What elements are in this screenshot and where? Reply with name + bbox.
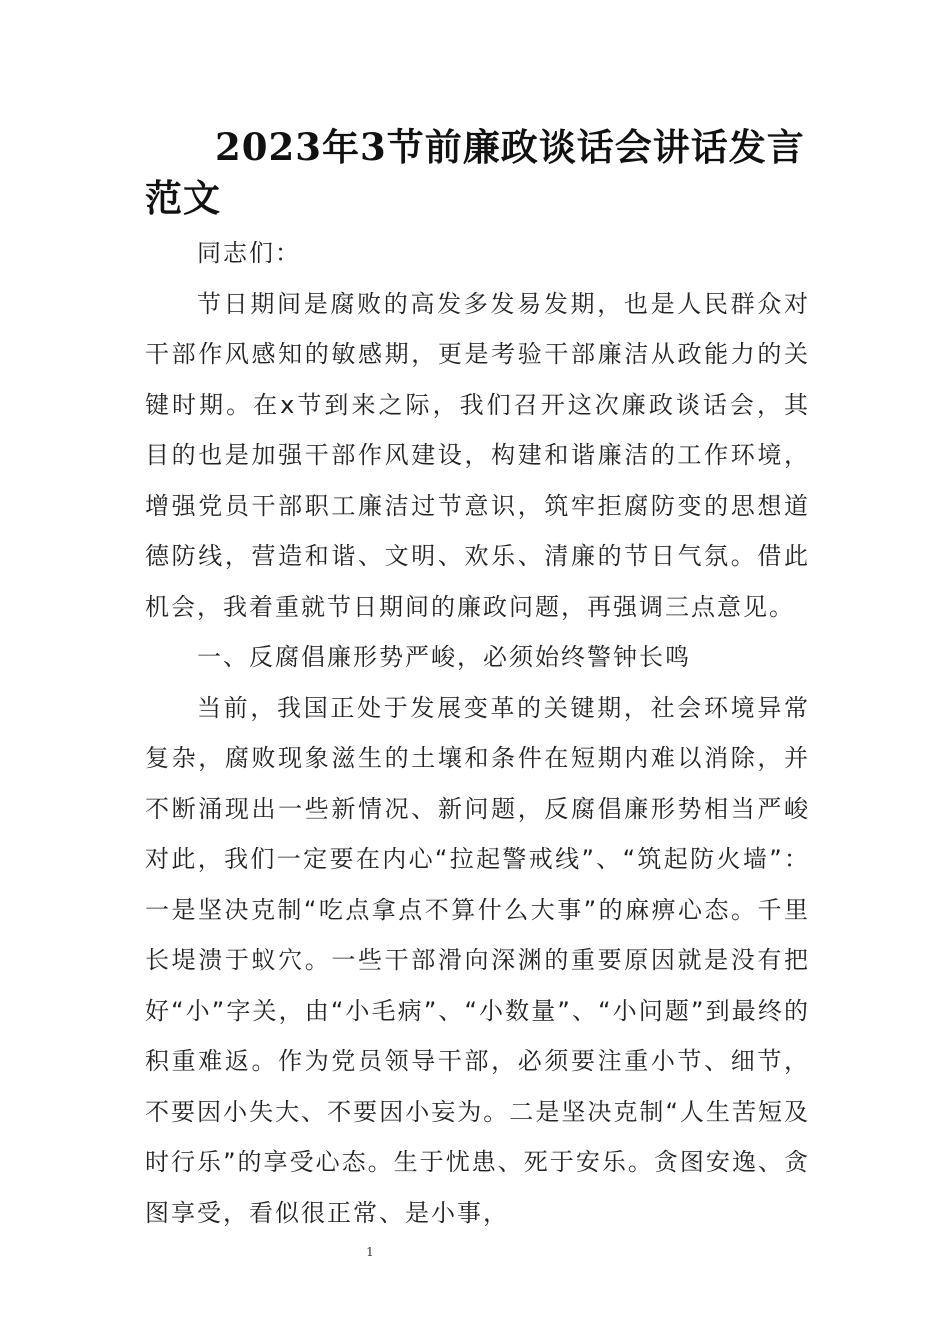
intro-paragraph: 节日期间是腐败的高发多发易发期，也是人民群众对干部作风感知的敏感期，更是考验干部廉洁从政能力的关键时期。在x节到来之际，我们召开这次廉政谈话会，其目的也是加强干部作风建设，构建和谐廉洁的工作环境，增强党员干部职工廉洁过节意识，筑牢拒腐防变的思想道德防线，营造和谐、文明、欢乐、清廉的节日气氛。借此机会，我着重就节日期间的廉政问题，再强调三点意见。 — [145, 289, 810, 621]
section-heading-1: 一、反腐倡廉形势严峻，必须始终警钟长鸣 — [197, 643, 691, 671]
page-number: 1 — [366, 1245, 374, 1259]
body-paragraph: 当前，我国正处于发展变革的关键期，社会环境异常复杂，腐败现象滋生的土壤和条件在短期内难以消除，并不断涌现出一些新情况、新问题，反腐倡廉形势相当严峻对此，我们一定要在内心“拉起警戒线”、“筑起防火墙”：一是坚决克制“吃点拿点不算什么大事”的麻痹心态。千里长堤溃于蚁穴。一些干部滑向深渊的重要原因就是没有把好“小”字关，由“小毛病”、“小数量”、“小问题”到最终的积重难返。作为党员领导干部，必须要注重小节、细节，不要因小失大、不要因小妄为。二是坚决克制“人生苦短及时行乐”的享受心态。生于忧患、死于安乐。贪图安逸、贪图享受，看似很正常、是小事， — [145, 693, 810, 1227]
document-title: 2023年3节前廉政谈话会讲话发言范文 — [145, 125, 805, 220]
document-body — [145, 228, 810, 1238]
salutation-paragraph: 同志们： — [197, 239, 301, 267]
